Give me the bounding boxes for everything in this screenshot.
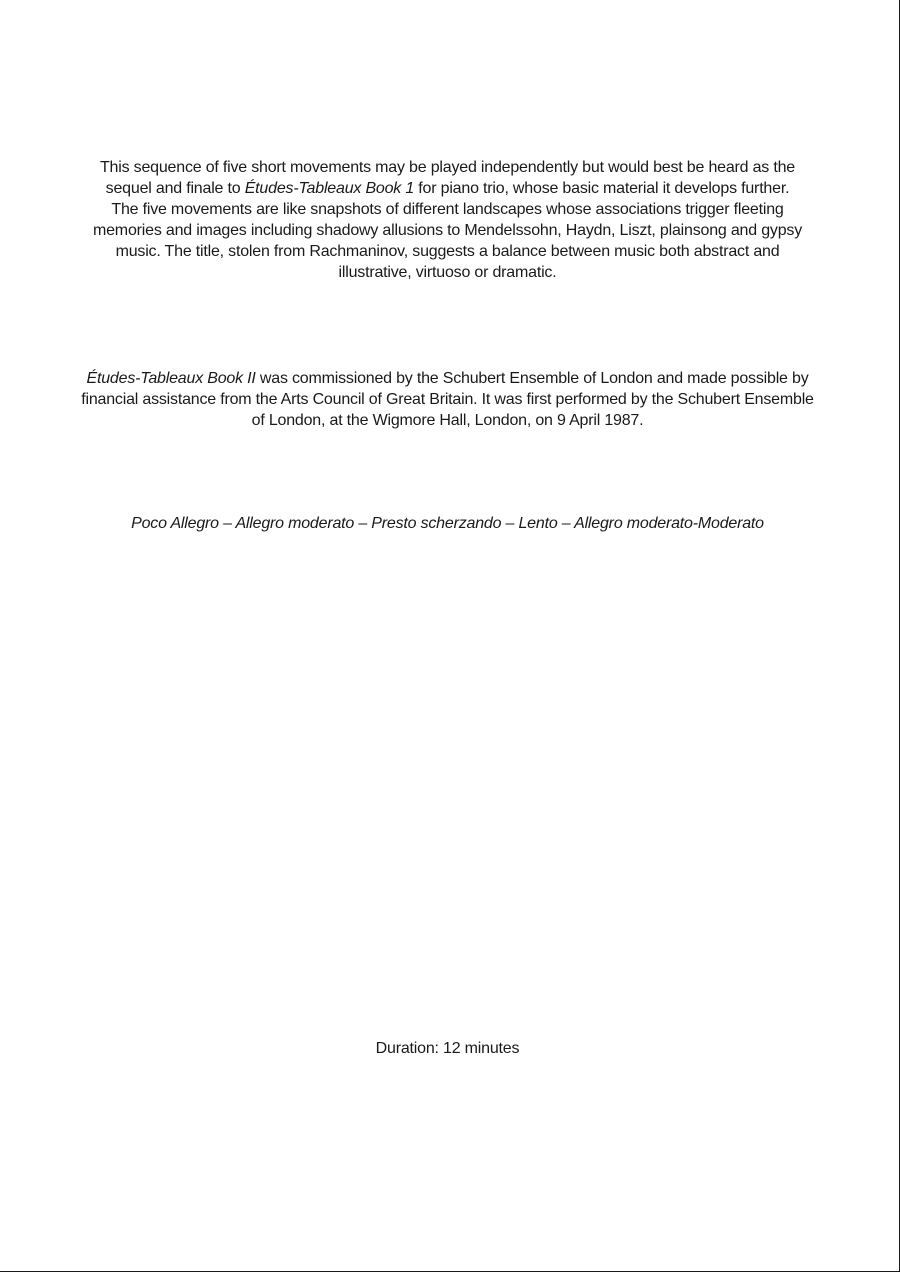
- intro-text-after: for piano trio, whose basic material it develops further.: [414, 180, 790, 197]
- intro-paragraph-2: The five movements are like snapshots of different landscapes whose associations trigger fleeting memories and images including shadowy allusions to Mendelssohn, Haydn, Liszt, plainsong and gypsy music. The title, stolen from Rachmaninov, suggests a balance between music both abstract and illustrative, virtuoso or dramatic.: [92, 201, 802, 281]
- duration-note: Duration: 12 minutes: [375, 1040, 520, 1057]
- intro-text-before: This sequence of five short movements may be played independently but would best be heard as the sequel and finale to: [99, 159, 795, 197]
- work-title-book-2: Études-Tableaux Book II: [86, 370, 256, 387]
- work-title-book-1: Études-Tableaux Book 1: [244, 180, 415, 197]
- movements-list: Poco Allegro – Allegro moderato – Presto scherzando – Lento – Allegro moderato-Moderato: [131, 515, 764, 532]
- intro-section: [80, 157, 815, 283]
- commission-section: [80, 368, 815, 431]
- commission-text: was commissioned by the Schubert Ensemble of London and made possible by financial assistance from the Arts Council of Great Britain. It was first performed by the Schubert Ensemble of London, at the Wigmore Hall, London, on 9 April 1987.: [81, 370, 814, 429]
- commission-paragraph: [80, 368, 815, 431]
- intro-paragraph-1: [80, 157, 815, 199]
